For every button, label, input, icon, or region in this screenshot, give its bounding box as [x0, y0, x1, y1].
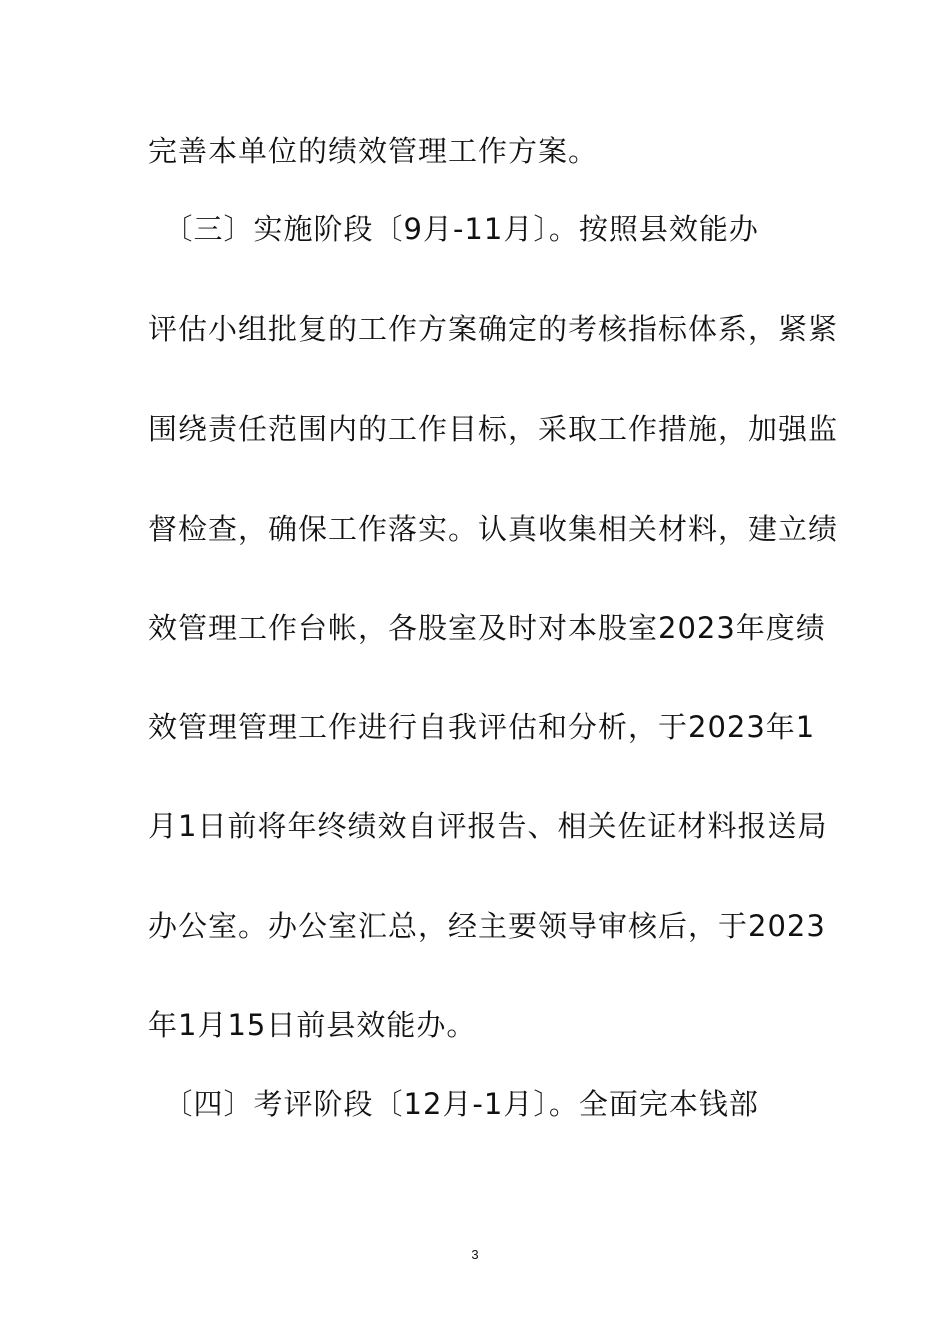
text-line-6: 效管理工作台帐，各股室及时对本股室2023年度绩 [148, 611, 826, 645]
text-line-11: 〔四〕考评阶段〔12月-1月〕。全面完本钱部 [148, 1087, 759, 1121]
text-line-9: 办公室。办公室汇总，经主要领导审核后，于2023 [148, 909, 826, 943]
text-line-4: 围绕责任范围内的工作目标，采取工作措施，加强监 [148, 412, 839, 446]
page-number: 3 [471, 1247, 479, 1262]
text-line-5: 督检查，确保工作落实。认真收集相关材料，建立绩 [148, 512, 839, 546]
text-line-7: 效管理管理工作进行自我评估和分析，于2023年1 [148, 710, 816, 744]
text-line-2: 〔三〕实施阶段〔9月-11月〕。按照县效能办 [148, 212, 759, 246]
text-line-10: 年1月15日前县效能办。 [148, 1008, 477, 1042]
text-line-8: 月1日前将年终绩效自评报告、相关佐证材料报送局 [148, 809, 828, 843]
text-line-3: 评估小组批复的工作方案确定的考核指标体系，紧紧 [148, 312, 839, 346]
text-line-1: 完善本单位的绩效管理工作方案。 [148, 134, 599, 168]
